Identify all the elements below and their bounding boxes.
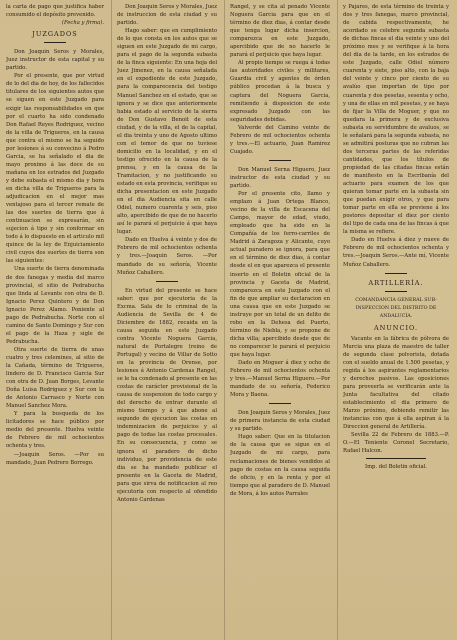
paragraph: la carta de pago que justifica haber consumido el depósito prevenido.: [6, 4, 104, 19]
paragraph: y Pajares, de esta término de treinta y dos y tres fanegas, marco provincial, de cabida respectivamente, he acordado se celebre segunda subasta de dichas fincas el dia veinte y uno del próximo mes y se verifique á la hora del dia de la tarde, en los estrados de este Juzgado, calle Odiel número cuarenta y siete, piso alto, con la baja del veinte y cinco por ciento de su avalúo que importan de tipo por cuarenta y dos pesetas, sesenta y ocho, y una de ellas en mil pesetas, y se haya de fijar la Villa de Moguer, y que no quedara la primera y de exclusiva subasta su servidumbre de avaluos, se le señalará para la segunda subasta, no se admitirá posturas que no cubran las dos terceras partes de las referidas cantidades, que los títulos de propiedad de las citadas fincas están de manifiesto en la Escribanía del actuario para examen de los que quieran tomar parte en la subasta sin que puedan exigir otros, y que para tomar parte en ella se previene á los postores depositar el diez por ciento del tipo de cada una de las fincas á que la misma se refiere.: [343, 4, 449, 236]
separator-rule: [385, 273, 407, 274]
paragraph: Rangel, y se cita al penado Vicente Noguera Garcia para que en el término de diez dias, á contar desde que tenga lugar dicha insercion, comparezca en este Juzgado, apercibido que de no hacerlo le parará el perjuicio que haya lugar.: [230, 4, 330, 59]
paragraph: Valverde del Camino veinte de Febrero de mil ochocientos ochenta y tres.—El actuario, Juan Ramirez Cuajado.: [230, 124, 330, 155]
paragraph: Don Joaquin Seros y Morales, Juez de primera instancia de esta ciudad y su partido.: [230, 410, 330, 433]
paragraph: En virtud del presente se hace saber: que por ejecutoria de la Excma. Sala de lo criminal de la Audiencia de Sevilla de 4 de Diciembre de 1882, recaida en la causa seguida en este Juzgado contra Vicente Noguera Garcia, natural de Portalegre (reino de Portugal) y vecino de Villar de Sotto en la provincia de Orense, por lesiones á Antonio Cardenas Rangel, se le ha condenado al presente en las costas de carácter provisional de la causa de suspension de todo cargo y del derecho de entrar durante el mismo tiempo y á que abone al segundo de ejecucion las costas en indemnizacion de perjuicios y al pago de todas las costas procesales. En su consecuencia, y como se ignora el paradero de dicho individuo, por providencia de este dia se ha mandado publicar el presente en la Gaceta de Madrid, para que sirva de notificacion al reo ejecutoria con respecto al ofendido Antonio Cardenas: [117, 287, 217, 503]
paragraph: Vacante en la fábrica de pólvora de Murcia una plaza de maestro de taller de segunda clase polvorista, dotada con el sueldo anual de 1.500 pesetas, y regida á los aspirantes reglamentarios y derechos pasivos. Las oposiciones para proveerla se verificarán ante la Junta facultativa del citado establecimiento el dia primero de Marzo próximo, debiendo remitir las instancias con que á ella aspiran á la Direccion general de Artillería.: [343, 335, 449, 431]
paragraph: Don Joaquin Seros y Morales, Juez instructor de esta capital y su partido.: [6, 49, 104, 72]
paragraph: Al propio tiempo se ruega á todas las autoridades civiles y militares, Guardia civil y agentes de órden público procedan á la busca y captura del Noguera Garcia, remitiendo á disposicion de este expresado Juzgado con las seguridades debidas.: [230, 60, 330, 123]
anuncio-heading: ANUNCIO.: [373, 323, 419, 332]
column-divider: [337, 0, 338, 640]
paragraph: Por el presente cito, llamo y emplazo á Juan Ortega Blanco, vecino de la villa de Escacena del Campo, mayor de edad, viudo, empleado que ha sido en la Compañía de los ferro-carriles de Madrid á Zaragoza y Alicante, cuyo actual paradero se ignora, para que en el término de diez dias, á contar desde el en que aparezca el presente inserto en el Boletin oficial de la provincia y Gaceta de Madrid, comparezca en este Juzgado con el fin de que ampliar su declaracion en una causa que en este Juzgado se instruye por un total de un delito de robo en la Dehesa del Puerto, término de Niebla, y se propone de dicha villa; apercibido desde que de no comparecer le parará el perjuicio que haya lugar.: [230, 191, 330, 358]
separator-rule: [269, 160, 291, 161]
signature-line: (Fecha y firma).: [61, 20, 104, 27]
signature-line: —Joaquin Seros. —Por su mandado, Juan Pedrero Borrego.: [6, 451, 104, 466]
section-heading-artilleria: ARTILLERÍA.: [368, 278, 424, 287]
separator-rule: [156, 281, 178, 282]
column-2: [117, 3, 217, 635]
paragraph: Por el presente, que por virtud de lo del dia de hoy, de los fallecidos titulares de los siguientes autos que se siguen en este Juzgado para exigir las responsabilidades en que por el cuarto ha sido condenado Don Rafael Reyes Rodriguez, vecino de la villa de Trigueros, en la causa que contra el mismo se ha seguido por lesiones á su convecino á Pedro Garcia, se ha señalado el dia de mayo proximo á las doce de su mañana en los estrados del Juzgado y debe subasta el mismo dia y hora en dicha villa de Trigueros para la adjudicacion en el mejor mas ventajoso para el tercer remate de las dos suertes de tierra que á continuacion se expresarán, sin sujecion á tipo y sin conformar en todo á lo dispuesto en el articulo mil quince de la ley de Enjuiciamiento civil cuyos dos suertes de tierra son las siguientes:: [6, 73, 104, 265]
printer-imprint: Imp. del Boletin oficial.: [365, 464, 427, 471]
column-divider: [224, 0, 225, 640]
paragraph: Dado en Huelva á veinte y dos de Febrero de mil ochocientos ochenta y tres.—Joaquin Seros. —Por mandado de su señoría, Vicente Muñoz Caballero.: [117, 237, 217, 276]
paragraph: Sevilla 22 de Febrero de 1883.—P. O.—El Teniente Coronel Secretario, Rafael Halcon.: [343, 432, 449, 455]
section-heading-juzgados: JUZGADOS: [32, 30, 78, 39]
column-1: [6, 3, 104, 635]
paragraph: Otra suerte de tierra de unas cuatro y tres celemines, al sitio de la Cañada, término de Trigueros, lindero de D. Francisco Garcia Sur con otra de D. Juan Borges, Levante Doña Luisa Rodriguez y Sur con la de Antonio Carrasco y Norte con Manuel Sanchez Mora.: [6, 346, 104, 410]
separator-rule: [366, 458, 426, 459]
column-divider: [111, 0, 112, 640]
heading-rule: [44, 42, 66, 43]
separator-rule: [269, 403, 291, 404]
paragraph: Dado en Huelva á diez y nueve de Febrero de mil ochocientos ochenta y tres.—Joaquin Seros.—Ante mí, Vicente Muñoz Caballero.: [343, 237, 449, 268]
paragraph: Hago saber: Que en la titulacion de la causa que se sigue en el Juzgado de mi cargo, para reclamaciones de bienes vendidos al pago de costas en la causa seguida de oficio, y en la renta y por el tiempo que al paradero de D. Manuel de Mora, á los autos Parrales: [230, 434, 330, 497]
heading-rule: [385, 291, 407, 292]
paragraph: Y para la busqueda de los licitadores se hace público por medio del presente. Huelva veinte de Febrero de mil ochocientos ochenta y tres.: [6, 411, 104, 450]
paragraph: Don Joaquin Seros y Morales, Juez de instruccion de esta ciudad y su partido.: [117, 4, 217, 27]
paragraph: Don Manuel Serna Higuero, Juez instructor de esta ciudad y su partido.: [230, 166, 330, 189]
column-3: [230, 3, 330, 635]
paragraph: Hago saber: que en cumplimiento de lo que consta en los autos que se siguen en este Juzgado de mi cargo, para el pago de la segunda subasta de la finca siguiente: En una hoja del Juez Jimenez, en la causa señalada en el expediente de este Juzgado, para la comparecencia del testigo Manuel Sanchez en el estado, que se ignora y se dice que anteriormente habia estado al servicio de la sierra de Don Gustavo Benoit de esta ciudad, y de la villa, el de la capital, el dia treinta y uno de Agosto ultimo con el temor de que no tuviese domicilio en la localidad, y en el testigo ofrecido en la causa de la prensa, y en la causa de la Tramitacion, y no justificando su estado en esta provincia, verifique su dicha presentacion en este Juzgado en el dia Audiencia sita en calle Odiel, numero cuarenta y seis, piso alto, apercibido de que de no hacerlo así le parará el perjuicio á que haya lugar.: [117, 28, 217, 236]
subheading: COMANDANCIA GENERAL SUB-INSPECCION DEL DISTRITO DE ANDALUCÍA.: [355, 297, 437, 319]
column-4: [343, 3, 449, 635]
paragraph: Una suerte de tierra denominada de dos fanegas y media del marco provincial, el sitio de Pedrabucha que linda al Levante con otra de D. Ignacio Perez Quintero y de Don Ignacio Perez Alamo. Poniente al pago de Pedrabucha. Norte con el camino de Santo Domingo y Sur con el pago de la Haza y sigle de Pedrabucha.: [6, 266, 104, 345]
paragraph: Dado en Moguer á diez y ocho de Febrero de mil ochocientos ochenta y tres.—Manuel Serna Higuero.—Por mandado de su señoría, Federico Mora y Baena.: [230, 360, 330, 399]
